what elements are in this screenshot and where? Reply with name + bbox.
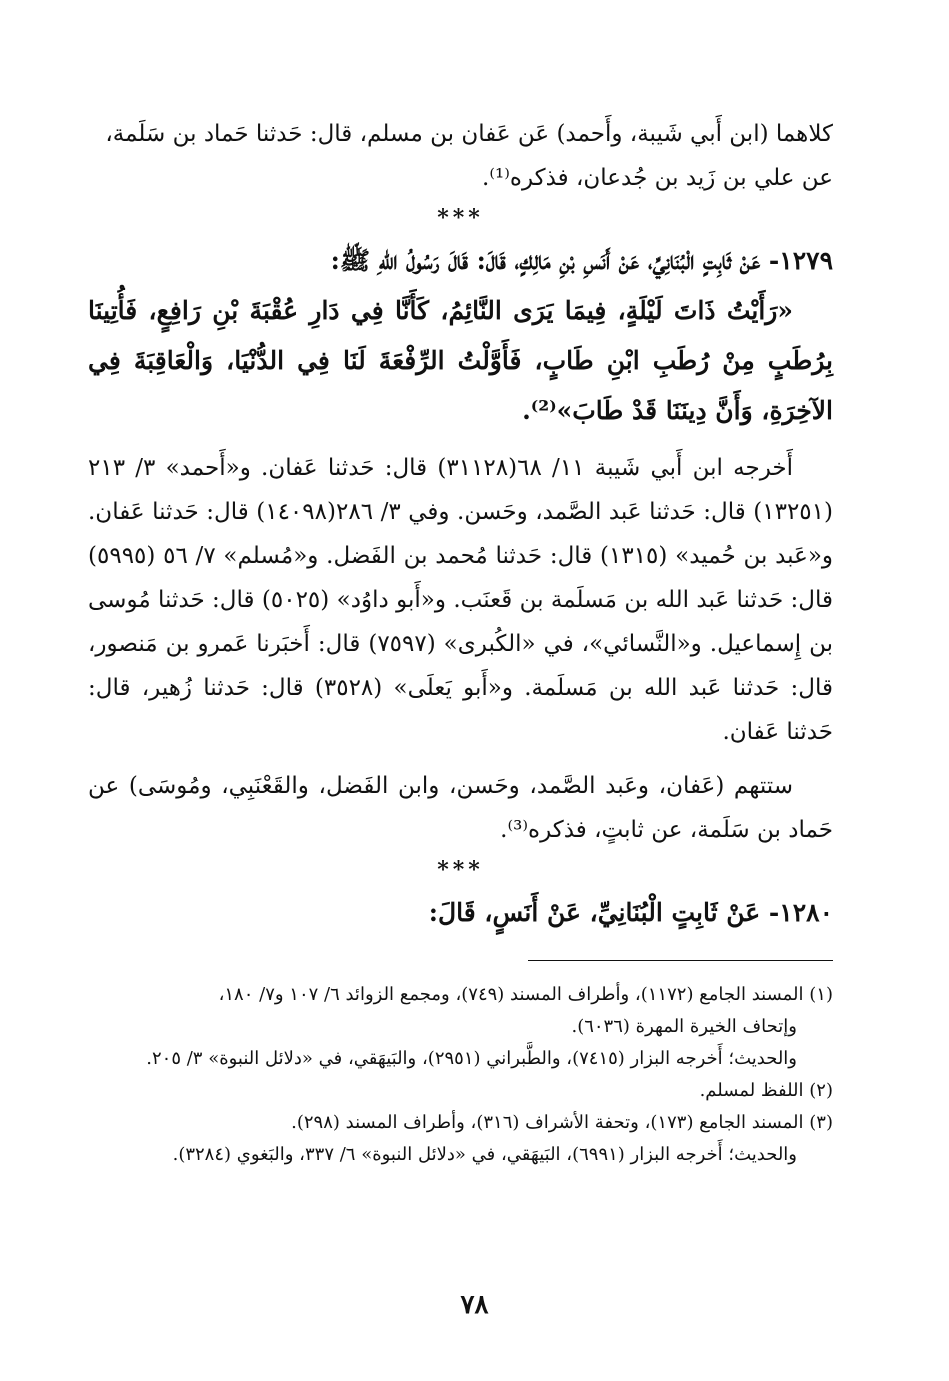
hadith-1279-header: ١٢٧٩- عَنْ ثَابِتٍ الْبُنَانِيِّ، عَنْ أَنَسِ بْنِ مَالِكٍ، قَالَ: قَالَ رَسُولُ اللهِ ﷺ: bbox=[330, 246, 833, 275]
footnote-1-note: والحديث؛ أَخرجه البزار (٧٤١٥)، والطَّبراني (٢٩٥١)، والبَيهَقي، في «دلائل النبوة» ٣/ ٢٠٥. bbox=[146, 1048, 797, 1069]
hadith-1279-summary: ستتهم (عَفان، وعَبد الصَّمد، وحَسن، وابن الفَضل، والقَعْنَبِي، ومُوسَى) عن حَماد بن سَلَمة، عن ثابتٍ، فذكره⁽³⁾. bbox=[88, 773, 833, 843]
hadith-1279-takhrij: أَخرجه ابن أَبي شَيبة ١١/ ٦٨(٣١١٢٨) قال: حَدثنا عَفان. و«أَحمد» ٣/ ٢١٣ (١٣٢٥١) قال: حَدثنا عَبد الصَّمد، وحَسن. وفي ٣/ ٢٨٦(١٤٠٩٨) قال: حَدثنا عَفان. و«عَبد بن حُميد» (١٣١٥) قال: حَدثنا مُحمد بن الفَضل. و«مُسلم» ٧/ ٥٦ (٥٩٩٥) قال: حَدثنا عَبد الله بن مَسلَمة بن قَعنَب. و«أَبو داوُد» (٥٠٢٥) قال: حَدثنا مُوسى بن إِسماعيل. و«النَّسائي»، في «الكُبرى» (٧٥٩٧) قال: أَخبَرنا عَمرو بن مَنصور، قال: حَدثنا عَبد الله بن مَسلَمة. و«أَبو يَعلَى» (٣٥٢٨) قال: حَدثنا زُهير، قال: حَدثنا عَفان. bbox=[88, 455, 834, 745]
footnote-1-continuation: وإتحاف الخيرة المهرة (٦٠٣٦). bbox=[571, 1016, 797, 1037]
footnote-1: (١) المسند الجامع (١١٧٢)، وأطراف المسند (٧٤٩)، ومجمع الزوائد ٦/ ١٠٧ و٧/ ١٨٠، bbox=[218, 984, 833, 1005]
footnotes bbox=[88, 979, 833, 1171]
page-content bbox=[88, 112, 833, 1171]
footnote-3: (٣) المسند الجامع (١٧٣)، وتحفة الأشراف (٣١٦)، وأطراف المسند (٢٩٨). bbox=[291, 1112, 833, 1133]
separator-stars: *** bbox=[437, 205, 484, 231]
hadith-1279-text: «رَأَيْتُ ذَاتَ لَيْلَةٍ، فِيمَا يَرَى النَّائِمُ، كَأَنَّا فِي دَارِ عُقْبَةَ بْنِ رَافِعٍ، فَأُتِينَا بِرُطَبٍ مِنْ رُطَبِ ابْنِ طَابٍ، فَأَوَّلْتُ الرِّفْعَةَ لَنَا فِي الدُّنْيَا، وَالْعَاقِبَةَ فِي الآخِرَةِ، وَأَنَّ دِينَنَا قَدْ طَابَ»⁽²⁾. bbox=[88, 296, 833, 425]
intro-line-2: عن علي بن زَيد بن جُدعان، فذكره⁽¹⁾. bbox=[482, 165, 833, 191]
footnote-2: (٢) اللفظ لمسلم. bbox=[699, 1080, 833, 1101]
separator-stars-2: *** bbox=[437, 857, 484, 883]
hadith-1280-header: ١٢٨٠- عَنْ ثَابِتٍ الْبُنَانِيِّ، عَنْ أَنَسٍ، قَالَ: bbox=[428, 898, 833, 927]
page-number: ٧٨ bbox=[460, 1290, 489, 1320]
footnote-3-note: والحديث؛ أَخرجه البزار (٦٩٩١)، البَيهَقي، في «دلائل النبوة» ٦/ ٣٣٧، والبَغوي (٣٢٨٤). bbox=[172, 1144, 797, 1165]
intro-line-1: كلاهما (ابن أَبي شَيبة، وأَحمد) عَن عَفان بن مسلم، قال: حَدثنا حَماد بن سَلَمة، bbox=[105, 121, 833, 147]
footnote-separator bbox=[528, 960, 833, 961]
